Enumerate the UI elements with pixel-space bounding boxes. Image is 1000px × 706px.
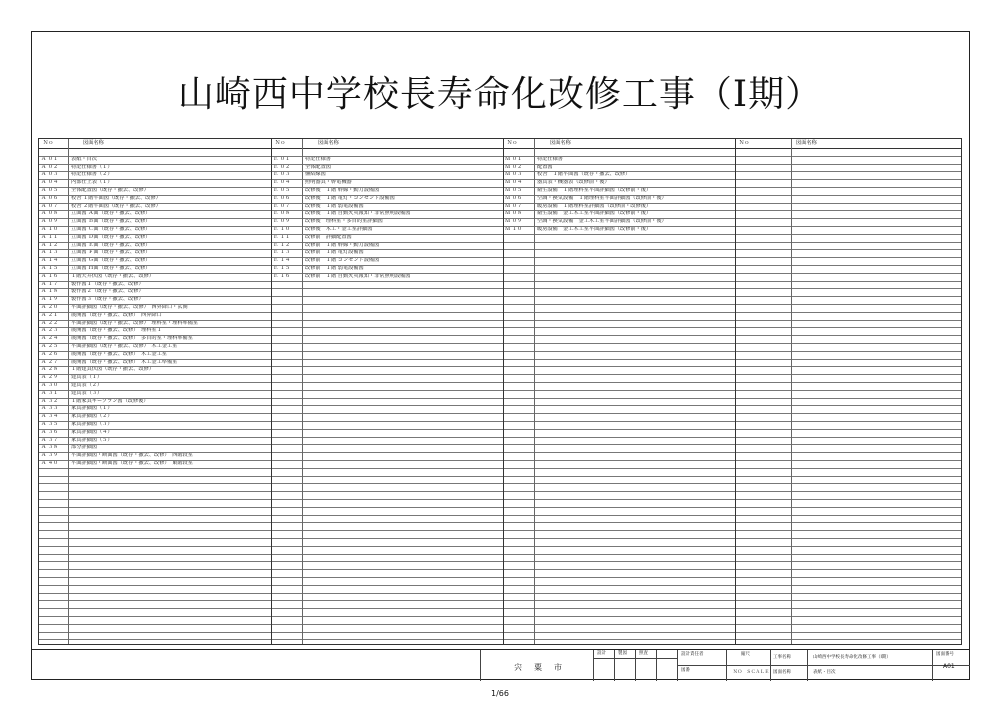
drawing-title-cell: 特記仕様書 [537,155,563,162]
drawing-title-cell: 特記仕様書 [305,155,331,162]
drawing-title-cell: 家具詳細図（３） [71,421,113,427]
drawing-index-table [38,138,962,645]
drawing-number-cell: Ｅ １６ [273,272,291,279]
drawing-number-cell: Ａ １２ [41,241,59,248]
drawing-number-cell: Ａ ０６ [41,194,59,201]
drawing-title-cell: 建具表（１） [71,374,103,381]
header-no-4: Ｎｏ [739,140,750,146]
drawing-number-cell: Ｍ ０８ [505,210,523,217]
drawing-title-cell: 展開図（既存・撤去、改修） 理科室１ [71,327,162,334]
drawing-title-cell: 表紙・目次 [71,155,97,162]
drawing-title-cell: 立面図 Ｆ面（既存・撤去、改修） [71,249,151,256]
drawing-number-cell: Ａ ４０ [41,460,59,466]
drawing-title-cell: 建具表（２） [71,382,103,388]
drawing-title-cell: 平面詳細図・断面図（既存・撤去、改修） 西階段室 [71,452,193,459]
scale-value: ＮＯ ＳＣＡＬＥ [733,670,769,675]
drawing-title-cell: １階天井伏図（既存・撤去、改修） [71,272,155,279]
drawing-title-cell: 展開図（既存・撤去、改修） 西昇降口 [71,311,162,318]
page-number: 1/66 [491,689,509,698]
drawing-number-cell: Ａ ０２ [41,163,59,170]
drawing-title-cell: 器具表・機器表（改修前・後） [537,179,610,186]
drawing-title-cell: 全体配置図（既存・撤去、改修） [71,187,149,193]
header-no-1: Ｎｏ [43,140,54,146]
drawing-title-cell: 建具表（３） [71,389,103,396]
drawing-title-cell: 改修前 １階 コンセント設備図 [305,257,380,264]
drawing-number-cell: Ａ １８ [41,288,59,295]
drawing-number-cell: Ｍ ０３ [505,171,523,178]
drawing-title-cell: 暖房設備 １階理科室詳細図（改修前・改修後） [537,202,652,209]
drawing-title-cell: 特記仕様書（２） [71,171,113,178]
header-title-3: 図面名称 [550,140,571,146]
drawing-number-cell: Ａ ２４ [41,335,59,342]
drawing-title-cell: 特記仕様書（１） [71,163,113,170]
drawing-title-cell: 立面図 Ｅ面（既存・撤去、改修） [71,241,151,248]
drawing-number-cell: Ａ ３１ [41,389,59,396]
label-project: 工事名称 [773,655,791,660]
drawing-number-cell: Ｍ ０５ [505,187,523,193]
drawing-number-cell: Ａ ３３ [41,405,59,412]
drawing-number-cell: Ａ ３６ [41,428,59,435]
drawing-number-cell: Ａ ０８ [41,210,59,217]
label-drawing-number: 図面番号 [936,652,954,657]
drawing-title-cell: 立面図 Ｄ面（既存・撤去、改修） [71,233,151,240]
drawing-title-cell: 改修前 １階 弱電設備図 [305,265,364,271]
drawing-number-cell: Ｅ ０３ [273,171,291,178]
drawing-number-cell: Ｍ ０４ [505,179,523,186]
drawing-number-cell: Ａ ２３ [41,327,59,334]
drawing-title-cell: 平面詳細図・断面図（既存・撤去、改修） 東階段室 [71,460,193,466]
drawing-number-cell: Ｍ ０７ [505,202,523,209]
drawing-title-cell: 改修後 木工・金工室詳細図 [305,226,373,232]
drawing-title-cell: 立面図 Ａ面（既存・撤去、改修） [71,210,151,217]
drawing-number-cell: Ａ ２８ [41,366,59,373]
drawing-title-cell: 改修後 １階 自動火災報知・非常照明設備図 [305,210,411,217]
drawing-number-cell: Ｅ ０７ [273,202,291,209]
drawing-title-cell: 全体配置図 [305,163,331,170]
drawing-number-cell: Ａ ２７ [41,358,59,365]
drawing-number-cell: Ａ ２１ [41,311,59,318]
drawing-number-cell: Ｍ ０２ [505,163,523,170]
header-no-3: Ｎｏ [507,140,518,146]
drawing-title-cell: 製作図２（既存・撤去、改修） [71,288,144,295]
label-scale: 縮尺 [741,652,750,657]
drawing-title-cell: 衛生設備 金工木工室平面詳細図（改修前・後） [537,210,652,217]
drawing-number-cell: Ａ ３７ [41,436,59,443]
drawing-number-cell: Ａ ０４ [41,179,59,186]
drawing-number-cell: Ａ ０１ [41,155,59,162]
drawing-title-cell: 家具詳細図（１） [71,405,113,412]
title-block [31,649,970,681]
drawing-title-cell: 内部仕上表（１） [71,179,113,186]
drawing-number-cell: Ａ １０ [41,226,59,232]
drawing-number-cell: Ｅ ０１ [273,155,291,162]
drawing-number-cell: Ａ ０９ [41,218,59,225]
drawing-title-cell: 改修前 詳細配置図 [305,233,352,240]
drawing-title-cell: 改修後 １階 電灯・コンセント設備図 [305,194,395,201]
drawing-number-cell: Ａ ２５ [41,343,59,349]
drawing-title-cell: 衛生設備 １階理科室平面詳細図（改修前・後） [537,187,652,193]
label-design-lead: 設計責任者 [681,652,704,657]
drawing-number-cell: Ａ １９ [41,296,59,303]
document-title: 山崎西中学校長寿命化改修工事（Ⅰ期） [177,74,823,115]
drawing-title-cell: 立面図 Ｂ面（既存・撤去、改修） [71,218,151,225]
drawing-title-cell: 平面詳細図（既存・撤去、改修） 理科室・理科準備室 [71,319,199,326]
drawing-title-cell: 製作図１（既存・撤去、改修） [71,280,144,287]
drawing-title-cell: 展開図（既存・撤去、改修） 木工金工室 [71,350,167,357]
drawing-title: 表紙・目次 [813,670,836,675]
drawing-title-cell: 改修前 １階 電灯設備図 [305,249,364,256]
drawing-title-cell: 家具詳細図（４） [71,428,113,435]
drawing-number-cell: Ｅ １０ [273,226,291,232]
drawing-number-cell: Ｅ ０５ [273,187,291,193]
label-design: 設計 [597,651,606,656]
drawing-number-cell: Ａ ３２ [41,397,59,404]
project-name: 山崎西中学校長寿命化改修工事（Ⅰ期） [813,655,891,660]
drawing-title-cell: 空調・換気設備 １階理科室平面詳細図（改修前・後） [537,194,667,201]
drawing-number-cell: Ｅ １５ [273,265,291,271]
drawing-number-cell: Ｅ １３ [273,249,291,256]
drawing-title-cell: 改修後 理科室・多目的室詳細図 [305,218,383,225]
drawing-number-cell: Ａ １７ [41,280,59,287]
drawing-number-cell: Ａ ０７ [41,202,59,209]
label-figure-no: 図番 [681,668,690,673]
drawing-title-cell: 改修後 １階 幹線・動力設備図 [305,187,380,193]
drawing-number-cell: Ｍ ０６ [505,194,523,201]
header-no-2: Ｎｏ [275,140,286,146]
label-drafting: 製図 [618,651,627,656]
drawing-number-cell: Ｅ ０４ [273,179,291,186]
drawing-number-cell: Ｍ ０１ [505,155,523,162]
drawing-number-cell: Ａ ２２ [41,319,59,326]
drawing-title-cell: 盤結線図 [305,171,326,178]
drawing-number-cell: Ｅ １４ [273,257,291,264]
drawing-number-cell: Ａ １４ [41,257,59,264]
drawing-number-cell: Ａ １１ [41,233,59,240]
drawing-number-cell: Ｅ ０６ [273,194,291,201]
drawing-title-cell: 改修前 １階 幹線・動力設備図 [305,241,380,248]
drawing-number-cell: Ｅ １２ [273,241,291,248]
drawing-number-cell: Ａ １５ [41,265,59,271]
drawing-number-cell: Ａ ３５ [41,421,59,427]
drawing-title-cell: 家具詳細図（２） [71,413,113,420]
header-title-1: 図面名称 [83,140,104,146]
drawing-number-cell: Ａ ２０ [41,304,59,310]
drawing-title-cell: 立面図 Ｇ面（既存・撤去、改修） [71,257,151,264]
drawing-title-cell: 製作図３（既存・撤去、改修） [71,296,144,303]
drawing-number-cell: Ａ ３０ [41,382,59,388]
drawing-number-cell: Ｅ ０２ [273,163,291,170]
header-title-4: 図面名称 [796,140,817,146]
header-title-2: 図面名称 [318,140,339,146]
drawing-title-cell: 平面詳細図（既存・撤去、改修） 西昇降口・玄関 [71,304,188,310]
drawing-title-cell: 改修前 １階 自動火災報知・非常照明設備図 [305,272,411,279]
client-name: 宍 粟 市 [514,663,564,672]
drawing-number-cell: Ａ ０３ [41,171,59,178]
drawing-title-cell: 校舎 ２階平面図（既存・撤去、改修） [71,202,161,209]
label-drawing-title: 図面名称 [773,670,791,675]
drawing-title-cell: 家具詳細図（５） [71,436,113,443]
drawing-title-cell: 立面図 Ｃ面（既存・撤去、改修） [71,226,151,232]
drawing-number-cell: Ｅ ０９ [273,218,291,225]
label-check: 照査 [639,651,648,656]
drawing-number-cell: Ｍ ０９ [505,218,523,225]
drawing-number-cell: Ａ １６ [41,272,59,279]
drawing-number-cell: Ｅ ０８ [273,210,291,217]
drawing-number: A01 [943,663,955,670]
drawing-title-cell: 暖房設備 金工木工室平面詳細図（改修前・後） [537,226,652,232]
drawing-title-cell: 展開図（既存・撤去、改修） 木工金工準備室 [71,358,178,365]
drawing-title-cell: 展開図（既存・撤去、改修） 多目的室・理科準備室 [71,335,193,342]
drawing-title-cell: 立面図 Ｈ面（既存・撤去、改修） [71,265,151,271]
drawing-number-cell: Ａ ３９ [41,452,59,459]
drawing-title-cell: 校舎 １階平面図（既存・撤去、改修） [537,171,631,178]
drawing-number-cell: Ａ ３４ [41,413,59,420]
drawing-title-cell: 校舎 １階平面図（既存・撤去、改修） [71,194,161,201]
drawing-number-cell: Ａ ０５ [41,187,59,193]
drawing-title-cell: 平面詳細図（既存・撤去、改修） 木工金工室 [71,343,178,349]
drawing-number-cell: Ａ ２９ [41,374,59,381]
drawing-title-cell: 配置図 [537,163,553,170]
drawing-number-cell: Ａ ３８ [41,444,59,451]
drawing-number-cell: Ｅ １１ [273,233,291,240]
drawing-title-cell: 部分詳細図 [71,444,97,451]
drawing-title-cell: 空調・換気設備 金工木工室平面詳細図（改修前・後） [537,218,667,225]
drawing-number-cell: Ｍ １０ [505,226,523,232]
drawing-title-cell: 照明器具・幹電機器 [305,179,352,186]
drawing-number-cell: Ａ １３ [41,249,59,256]
drawing-title-cell: 改修後 １階 弱電設備図 [305,202,364,209]
drawing-number-cell: Ａ ２６ [41,350,59,357]
drawing-title-cell: １階建具伏図（既存・撤去、改修） [71,366,155,373]
drawing-title-cell: １階家具キープラン図（改修後） [71,397,149,404]
